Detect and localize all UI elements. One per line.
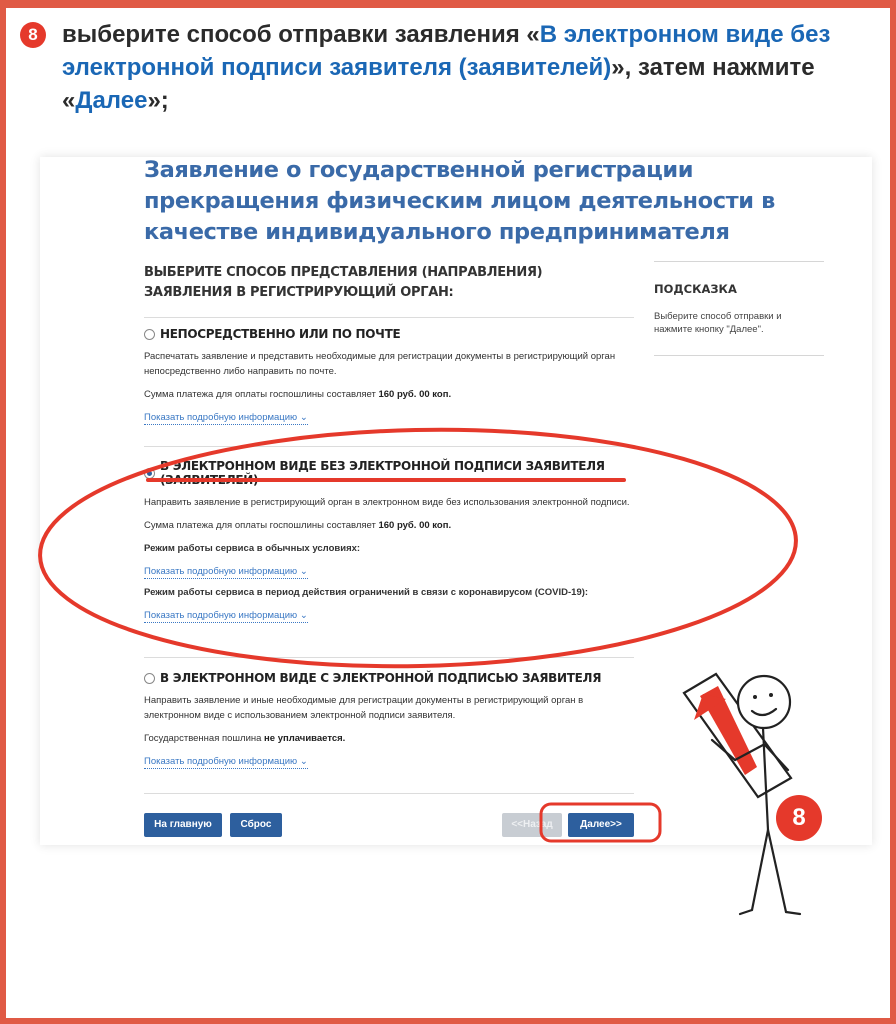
reset-button[interactable]: Сброс [230, 813, 282, 837]
fee-prefix: Сумма платежа для оплаты госпошлины составляет [144, 389, 379, 400]
highlight-ellipse [38, 422, 799, 674]
option-description: Направить заявление в регистрирующий орган в электронном виде без использования электронной подписи. [144, 497, 630, 508]
option-description: Распечатать заявление и представить необходимые для регистрации документы в регистрирующий орган непосредственно либо направить по почте. [144, 351, 616, 377]
step-number-badge: 8 [20, 22, 46, 48]
hint-text: Выберите способ отправки и нажмите кнопку "Далее". [654, 311, 782, 335]
next-button[interactable]: Далее>> [568, 813, 634, 837]
show-details-link[interactable]: Показать подробную информацию ⌄ [144, 412, 308, 423]
figure-head [738, 676, 790, 728]
instruction-part-3: »; [147, 87, 169, 114]
fee-amount: 160 руб. 00 коп. [378, 520, 452, 531]
fee-amount: 160 руб. 00 коп. [378, 389, 452, 400]
home-button[interactable]: На главную [144, 813, 222, 837]
option-label: В ЭЛЕКТРОННОМ ВИДЕ С ЭЛЕКТРОННОЙ ПОДПИСЬЮ ЗАЯВИТЕЛЯ [160, 671, 602, 685]
instruction-part-2: », затем нажмите « [62, 54, 815, 114]
fee-amount: не уплачивается. [264, 733, 346, 744]
show-details-label: Показать подробную информацию [144, 756, 298, 767]
mode-normal-label: Режим работы сервиса в обычных условиях: [144, 543, 361, 554]
page-title: Заявление о государственной регистрации прекращения физическим лицом деятельности в качестве индивидуального предпринимателя [144, 157, 775, 245]
instruction-highlight-next: Далее [75, 87, 148, 114]
show-details-link[interactable]: Показать подробную информацию ⌄ [144, 566, 308, 577]
step-badge: 8 [776, 795, 822, 841]
back-button[interactable]: <<Назад [502, 813, 562, 837]
mode-covid-label: Режим работы сервиса в период действия ограничений в связи с коронавирусом (COVID-19): [144, 587, 589, 598]
option-description: Направить заявление и иные необходимые для регистрации документы в регистрирующий орган в электронном виде с использованием электронной подписи заявителя. [144, 695, 584, 721]
show-details-label: Показать подробную информацию [144, 412, 298, 423]
fee-prefix: Сумма платежа для оплаты госпошлины составляет [144, 520, 379, 531]
option-label: В ЭЛЕКТРОННОМ ВИДЕ БЕЗ ЭЛЕКТРОННОЙ ПОДПИСИ ЗАЯВИТЕЛЯ [160, 459, 605, 473]
option-label: НЕПОСРЕДСТВЕННО ИЛИ ПО ПОЧТЕ [160, 327, 401, 341]
fee-prefix: Государственная пошлина [144, 733, 265, 744]
show-details-link[interactable]: Показать подробную информацию ⌄ [144, 756, 308, 767]
show-details-label: Показать подробную информацию [144, 610, 298, 621]
section-heading: ВЫБЕРИТЕ СПОСОБ ПРЕДСТАВЛЕНИЯ (НАПРАВЛЕНИЯ) ЗАЯВЛЕНИЯ В РЕГИСТРИРУЮЩИЙ ОРГАН: [144, 265, 543, 300]
show-details-link[interactable]: Показать подробную информацию ⌄ [144, 610, 308, 621]
show-details-label: Показать подробную информацию [144, 566, 298, 577]
instruction-part-1: выберите способ отправки заявления « [62, 21, 540, 48]
next-button-highlight [541, 804, 660, 841]
stick-figure-illustration [684, 674, 800, 914]
instruction-highlight: В электронном виде без электронной подписи заявителя (заявителей) [62, 21, 831, 81]
hint-title: ПОДСКАЗКА [654, 282, 737, 296]
